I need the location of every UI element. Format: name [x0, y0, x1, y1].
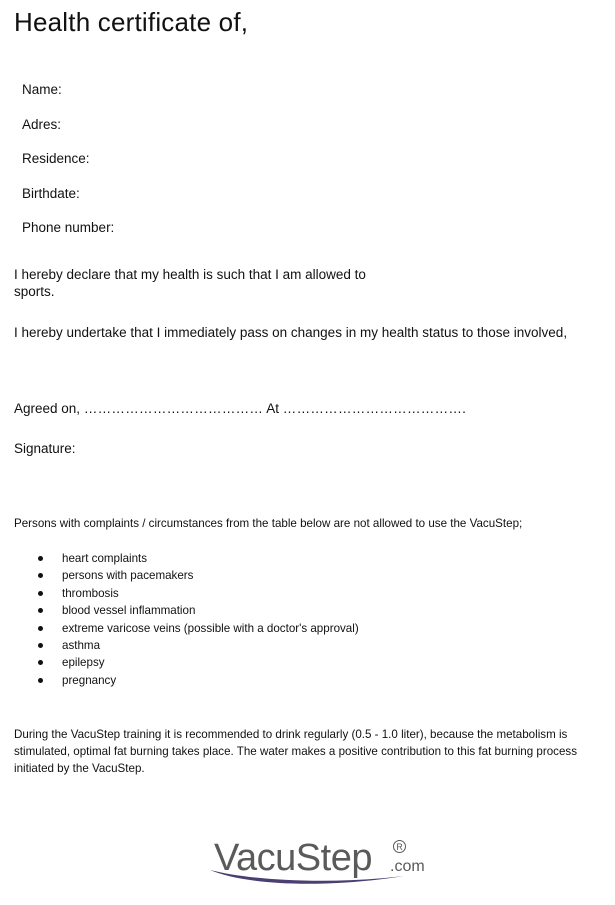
vacustep-logo	[208, 836, 428, 888]
conditions-intro-text: Persons with complaints / circumstances from the table below are not allowed to use the VacuStep;	[14, 517, 523, 530]
personal-details-fields	[22, 81, 114, 254]
list-item	[38, 550, 359, 567]
residence-field-label: Residence:	[22, 151, 90, 166]
bullet-icon	[38, 643, 43, 648]
condition-label: pregnancy	[62, 673, 117, 687]
list-item	[38, 620, 359, 637]
bullet-icon	[38, 660, 43, 665]
page-title: Health certificate of,	[14, 7, 249, 37]
list-item	[38, 567, 359, 584]
agreement-line	[14, 400, 466, 418]
name-field-label: Name:	[22, 82, 62, 97]
list-item	[38, 585, 359, 602]
bullet-icon	[38, 626, 43, 631]
birthdate-field-label: Birthdate:	[22, 185, 80, 201]
bullet-icon	[38, 573, 43, 578]
registered-mark-icon: R	[393, 840, 406, 853]
logo-wordmark: VacuStep	[214, 837, 372, 879]
agreed-on-label: Agreed on,	[14, 401, 81, 416]
list-item	[38, 654, 359, 671]
agreed-date-blank: …………………………………	[83, 401, 264, 416]
condition-label: extreme varicose veins (possible with a doctor's approval)	[62, 621, 359, 635]
list-item	[38, 637, 359, 654]
conditions-list	[38, 550, 359, 689]
health-declaration-text: I hereby declare that my health is such that I am allowed to sports.	[14, 267, 366, 299]
address-field-label: Adres:	[22, 116, 62, 132]
condition-label: blood vessel inflammation	[62, 604, 196, 618]
list-item	[38, 672, 359, 689]
health-undertaking-text: I hereby undertake that I immediately pass on changes in my health status to those involved,	[14, 325, 568, 340]
condition-label: asthma	[62, 638, 101, 652]
signature-label: Signature:	[14, 441, 76, 456]
phone-number-field-label: Phone number:	[22, 220, 115, 235]
condition-label: persons with pacemakers	[62, 569, 194, 583]
bullet-icon	[38, 556, 43, 561]
bullet-icon	[38, 678, 43, 683]
logo-swoosh-icon	[208, 866, 408, 888]
bullet-icon	[38, 608, 43, 613]
training-note-text: During the VacuStep training it is recommended to drink regularly (0.5 - 1.0 liter), because the metabolism is stimulated, optimal fat burning takes place. The water makes a positive contribution to this fat burning process initiated by the VacuStep.	[14, 728, 578, 775]
bullet-icon	[38, 591, 43, 596]
agreed-place-blank: ………………………………….	[282, 401, 467, 416]
list-item	[38, 602, 359, 619]
condition-label: epilepsy	[62, 656, 105, 670]
agreed-at-label: At	[266, 401, 280, 416]
condition-label: heart complaints	[62, 552, 148, 565]
logo-domain-suffix: .com	[390, 858, 425, 875]
condition-label: thrombosis	[62, 586, 119, 600]
